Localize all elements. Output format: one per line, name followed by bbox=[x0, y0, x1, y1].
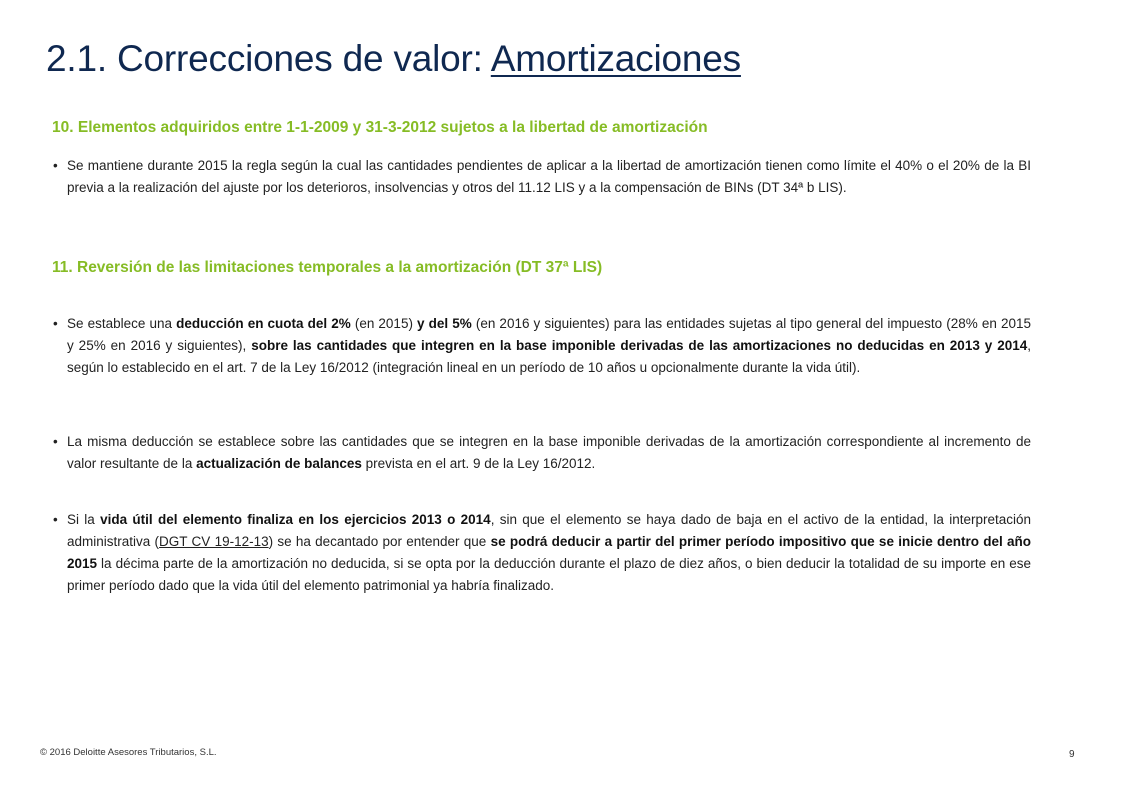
item-bold-text: deducción en cuota del 2% bbox=[176, 316, 351, 331]
item-text: Se establece una bbox=[67, 316, 177, 331]
item-text: (en 2016 y siguientes) para las entidades sujetas al tipo general del impuesto (28% en 2015 y 25% en 2016 y siguientes), bbox=[67, 316, 1031, 353]
bullet: • bbox=[53, 158, 58, 173]
item-text: (en 2015) bbox=[350, 316, 418, 331]
item-bold-text: se podrá deducir a partir del primer período impositivo que se inicie dentro del año 2015 bbox=[67, 534, 1031, 571]
page-number: 9 bbox=[1069, 749, 1075, 760]
footer-copyright: © 2016 Deloitte Asesores Tributarios, S.L. bbox=[40, 747, 217, 758]
item-text: , sin que el elemento se haya dado de baja en el activo de la entidad, la interpretación administrativa ( bbox=[67, 512, 1031, 549]
list-item bbox=[52, 155, 1031, 199]
list-item bbox=[52, 313, 1031, 379]
item-text: , según lo establecido en el art. 7 de la Ley 16/2012 (integración lineal en un período de 10 años u opcionalmente durante la vida útil). bbox=[67, 338, 1032, 375]
list-item bbox=[52, 431, 1031, 475]
section-heading-10: 10. Elementos adquiridos entre 1-1-2009 y 31-3-2012 sujetos a la libertad de amortización bbox=[52, 119, 708, 136]
item-bold-text: y del 5% bbox=[417, 316, 472, 331]
item-text: prevista en el art. 9 de la Ley 16/2012. bbox=[361, 456, 596, 471]
item-text: ) se ha decantado por entender que bbox=[268, 534, 491, 549]
item-text: Si la bbox=[67, 512, 101, 527]
item-bold-text: sobre las cantidades que integren en la base imponible derivadas de las amortizaciones no deducidas en 2013 y 2014 bbox=[251, 338, 1028, 353]
item-bold-text: vida útil del elemento finaliza en los ejercicios 2013 o 2014 bbox=[100, 512, 491, 527]
item-text: La misma deducción se establece sobre las cantidades que se integren en la base imponible derivadas de la amortización correspondiente al incremento de valor resultante de la bbox=[67, 434, 1031, 471]
bullet: • bbox=[53, 512, 58, 527]
dgt-reference-link[interactable]: DGT CV 19-12-13 bbox=[159, 534, 269, 549]
bullet: • bbox=[53, 434, 58, 449]
page-title-underlined: Amortizaciones bbox=[490, 38, 741, 79]
item-text: Se mantiene durante 2015 la regla según la cual las cantidades pendientes de aplicar a la libertad de amortización tienen como límite el 40% o el 20% de la BI previa a la realización del ajuste por los deterioros, insolvencias y otros del 11.12 LIS y a la compensación de BINs (DT 34ª b LIS). bbox=[67, 158, 1031, 195]
bullet: • bbox=[53, 316, 58, 331]
page-title bbox=[46, 38, 741, 80]
item-text: la décima parte de la amortización no deducida, si se opta por la deducción durante el plazo de diez años, o bien deducir la totalidad de su importe en ese primer período dado que la vida útil del elemento patrimonial ya habría finalizado. bbox=[67, 556, 1031, 593]
item-bold-text: actualización de balances bbox=[196, 456, 362, 471]
page-title-prefix: 2.1. Correcciones de valor: bbox=[46, 38, 491, 79]
section-heading-11: 11. Reversión de las limitaciones temporales a la amortización (DT 37ª LIS) bbox=[52, 259, 603, 276]
list-item bbox=[52, 509, 1031, 597]
